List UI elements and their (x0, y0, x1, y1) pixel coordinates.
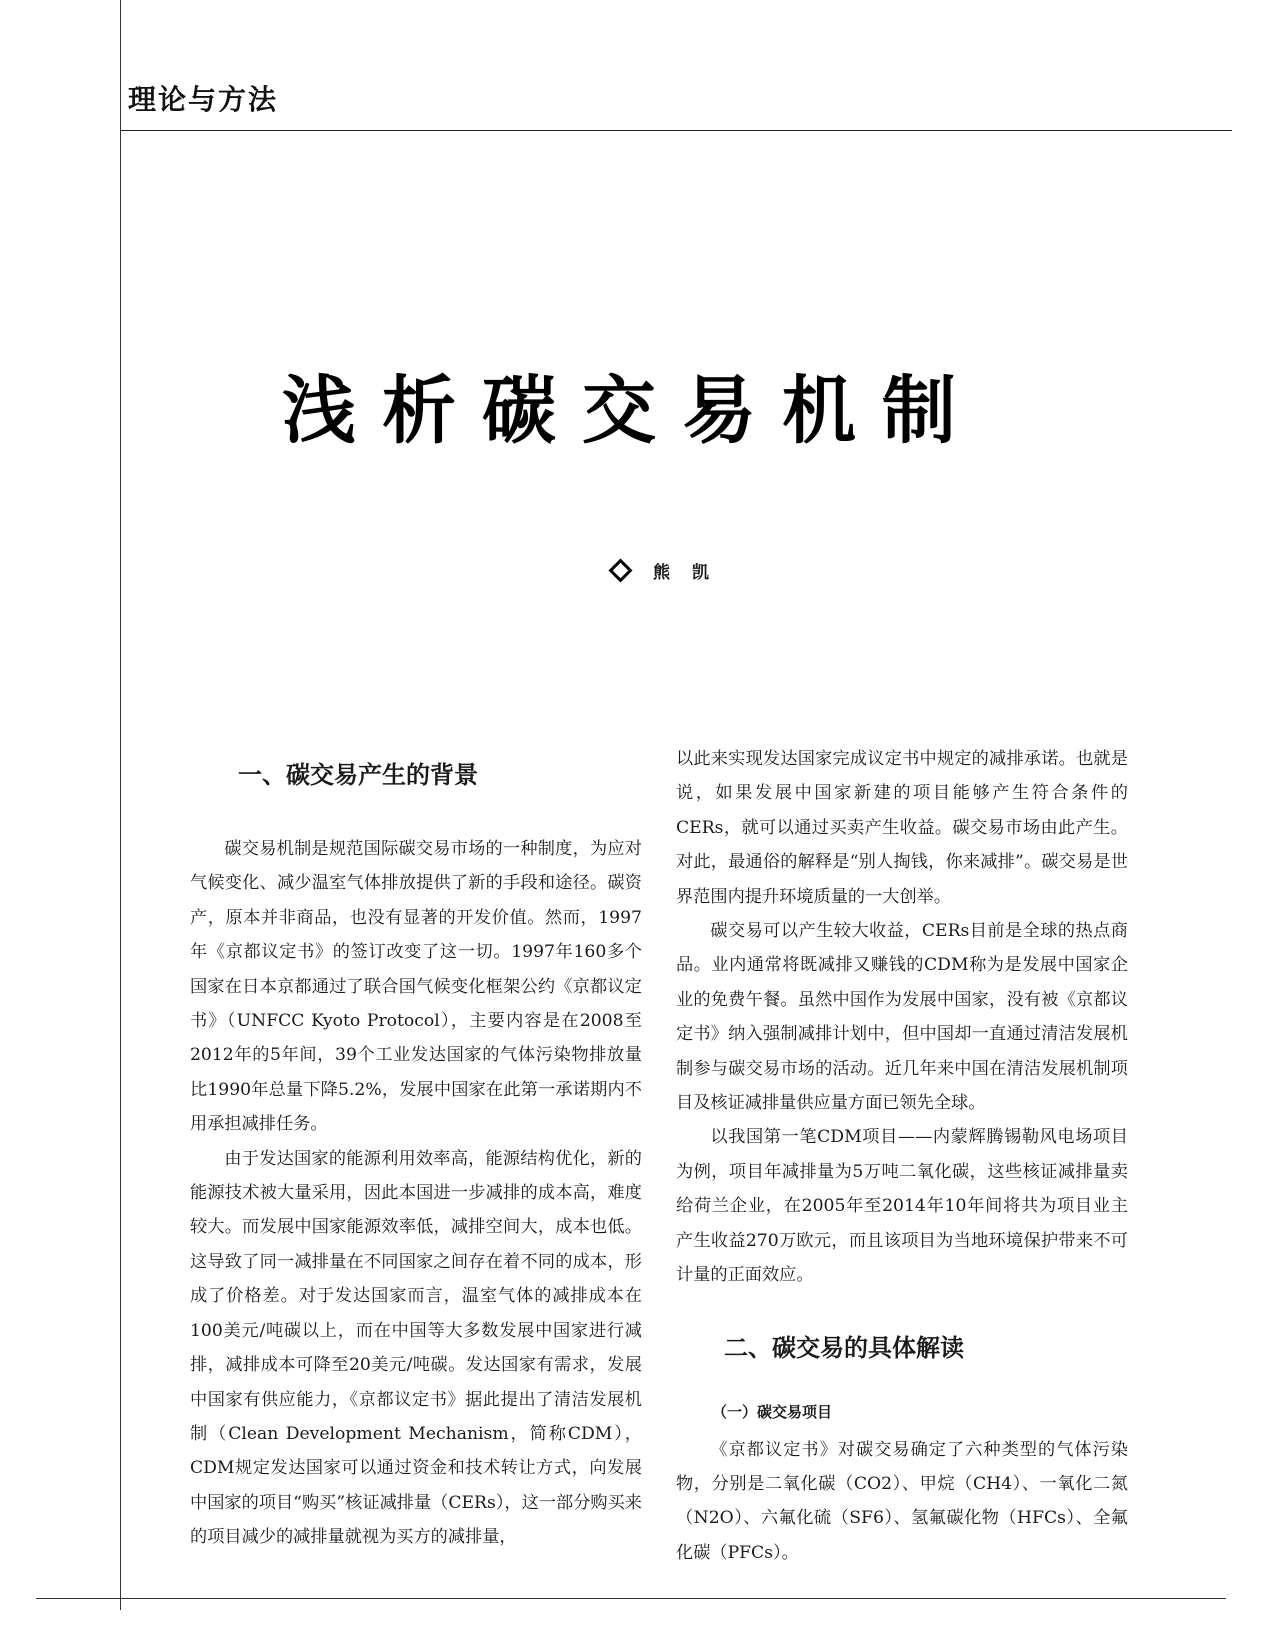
byline (612, 558, 731, 583)
section-heading-2: 二、碳交易的具体解读 (724, 1332, 964, 1362)
right-column (676, 742, 1128, 1570)
author-name: 熊凯 (653, 563, 731, 583)
article-title: 浅析碳交易机制 (282, 368, 982, 454)
body-paragraph: 《京都议定书》对碳交易确定了六种类型的气体污染物，分别是二氧化碳（CO2）、甲烷（CH4）、一氧化二氮（N2O）、六氟化硫（SF6）、氢氟碳化物（HFCs）、全氟化碳（PFCs）。 (676, 1439, 1128, 1563)
body-paragraph: 碳交易可以产生较大收益，CERs目前是全球的热点商品。业内通常将既减排又赚钱的CDM称为是发展中国家企业的免费午餐。虽然中国作为发展中国家，没有被《京都议定书》纳入强制减排计划中，但中国却一直通过清洁发展机制参与碳交易市场的活动。近几年来中国在清洁发展机制项目及核证减排量供应量方面已领先全球。 (676, 921, 1128, 1114)
diamond-icon (608, 558, 632, 582)
body-paragraph-continued: 以此来实现发达国家完成议定书中规定的减排承诺。也就是说，如果发展中国家新建的项目能够产生符合条件的CERs，就可以通过买卖产生收益。碳交易市场由此产生。对此，最通俗的解释是“别人掏钱，你来减排”。碳交易是世界范围内提升环境质量的一大创举。 (676, 749, 1128, 907)
body-paragraph: 由于发达国家的能源利用效率高，能源结构优化，新的能源技术被大量采用，因此本国进一步减排的成本高，难度较大。而发展中国家能源效率低，减排空间大，成本也低。这导致了同一减排量在不同国家之间存在着不同的成本，形成了价格差。对于发达国家而言，温室气体的减排成本在100美元/吨碳以上，而在中国等大多数发展中国家进行减排，减排成本可降至20美元/吨碳。发达国家有需求，发展中国家有供应能力，《京都议定书》据此提出了清洁发展机制（Clean Development Mechanism，简称CDM），CDM规定发达国家可以通过资金和技术转让方式，向发展中国家的项目“购买”核证减排量（CERs），这一部分购买来的项目减少的减排量就视为买方的减排量， (190, 1148, 642, 1548)
header-rule (120, 130, 1232, 131)
section-label: 理论与方法 (128, 83, 279, 116)
margin-vertical-rule (120, 0, 121, 1610)
body-paragraph: 碳交易机制是规范国际碳交易市场的一种制度，为应对气候变化、减少温室气体排放提供了新的手段和途径。碳资产，原本并非商品，也没有显著的开发价值。然而，1997年《京都议定书》的签订改变了这一切。1997年160多个国家在日本京都通过了联合国气候变化框架公约《京都议定书》（UNFCC Kyoto Protocol），主要内容是在2008至2012年的5年间，39个工业发达国家的气体污染物排放量比1990年总量下降5.2%，发展中国家在此第一承诺期内不用承担减排任务。 (190, 839, 642, 1135)
body-paragraph: 以我国第一笔CDM项目——内蒙辉腾锡勒风电场项目为例，项目年减排量为5万吨二氧化碳，这些核证减排量卖给荷兰企业，在2005年至2014年10年间将共为项目业主产生收益270万欧元，而且该项目为当地环境保护带来不可计量的正面效应。 (676, 1127, 1128, 1286)
section-heading-1: 一、碳交易产生的背景 (238, 760, 478, 789)
footer-rule (36, 1598, 1226, 1599)
subsection-heading: （一）碳交易项目 (712, 1402, 833, 1421)
left-column (190, 758, 642, 1555)
